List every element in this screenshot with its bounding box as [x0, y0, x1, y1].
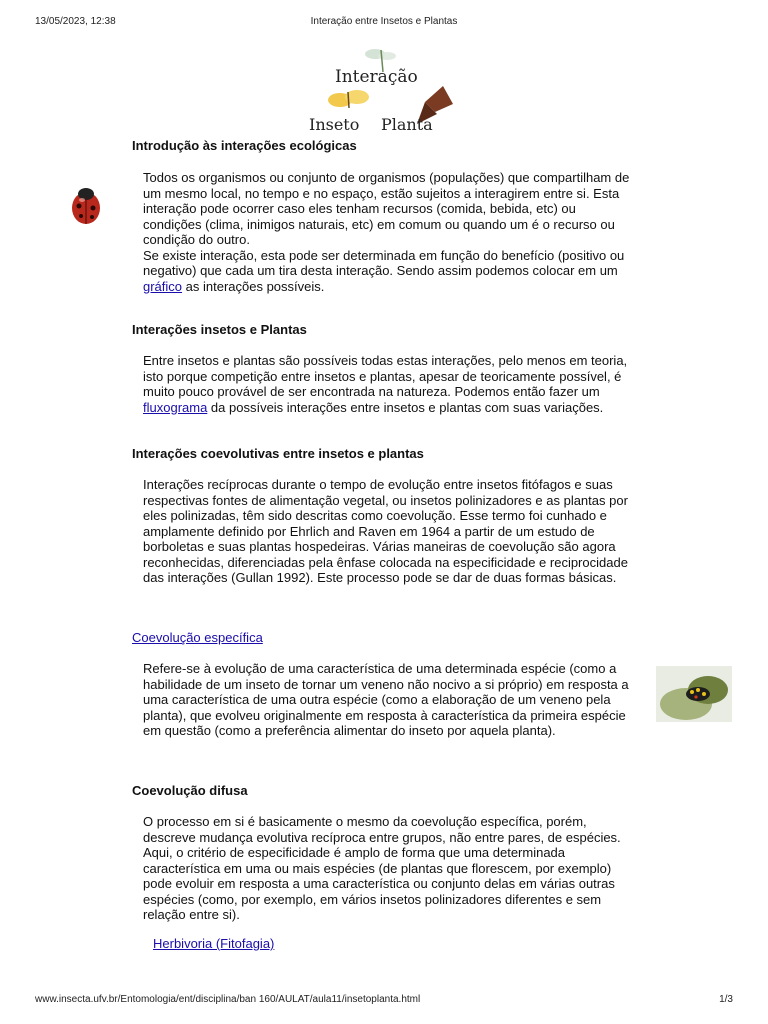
print-title: Interação entre Insetos e Plantas [310, 16, 458, 27]
heading-diffuse: Coevolução difusa [132, 783, 248, 798]
logo-word-planta: Planta [381, 115, 433, 134]
intro-text-2-before: Se existe interação, esta pode ser determinada em função do benefício (positivo ou negativo) que cada um tira desta interação. Sendo assim podemos colocar em um [143, 247, 625, 278]
specific-text: Refere-se à evolução de uma característica de uma determinada espécie (como a habilidade de um inseto de tornar um veneno não nocivo a si próprio) em resposta a uma característica de uma outra espécie (como a elaboração de um veneno pela planta), que evolveu originalmente em resposta à característica da primeira espécie em questão (como a preferência alimentar do inseto por aquela planta). [143, 661, 629, 738]
diffuse-text: O processo em si é basicamente o mesmo da coevolução específica, porém, descreve mudança evolutiva recíproca entre grupos, não entre pares, de espécies. Aqui, o critério de especificidade é amplo de forma que uma determinada característica em uma ou mais espécies (de plantas que florescem, por exemplo) pode evoluir em resposta a uma característica ou conjunto delas em várias outras espécies (como, por exemplo, em vários insetos polinizadores diferentes e sem relação entre si). [143, 814, 621, 922]
intro-text-2 [143, 248, 633, 295]
logo-word-interacao: Interação [335, 67, 418, 87]
ladybug-image [68, 186, 104, 226]
paragraph-diffuse [143, 814, 633, 923]
grafico-link[interactable]: gráfico [143, 278, 183, 294]
insect-plants-text-before: Entre insetos e plantas são possíveis todas estas interações, pelo menos em teoria, isto porque competição entre insetos e plantas, apesar de teoricamente possível, é muito pouco provável de ser encontrada na natureza. Podemos então fazer um [143, 353, 628, 399]
paragraph-insect-plants [143, 353, 633, 415]
interacao-inseto-planta-logo [305, 42, 465, 138]
logo-word-inseto: Inseto [309, 115, 360, 134]
herbivoria-link[interactable]: Herbivoria (Fitofagia) [153, 936, 275, 951]
paragraph-coevolutive [143, 477, 633, 586]
intro-text-2-after: as interações possíveis. [182, 278, 325, 294]
yellow-butterfly-icon [328, 90, 369, 108]
page-number: 1/3 [719, 994, 733, 1005]
heading-intro: Introdução às interações ecológicas [132, 138, 357, 153]
intro-text: Todos os organismos ou conjunto de organismos (populações) que compartilham de um mesmo local, no tempo e no espaço, estão sujeitos a interagirem entre si. Esta interação pode ocorrer caso eles tenham recursos (comida, bebida, etc) ou condições (clima, inimigos naturais, etc) em comum ou quando um é o recurso ou condição do outro. [143, 170, 630, 247]
print-datetime: 13/05/2023, 12:38 [35, 16, 116, 27]
paragraph-specific [143, 661, 633, 739]
heading-insect-plants: Interações insetos e Plantas [132, 322, 307, 337]
paragraph-intro [143, 170, 633, 294]
insect-plants-text-after: da possíveis interações entre insetos e plantas com suas variações. [207, 399, 604, 415]
coevolutive-text: Interações recíprocas durante o tempo de evolução entre insetos fitófagos e suas respectivas fontes de alimentação vegetal, ou insetos polinizadores e as plantas por eles polinizadas, têm sido descritas como coevolução. Esse termo foi cunhado e amplamente definido por Ehrlich and Raven em 1964 a partir de um estudo de borboletas e suas plantas hospedeiras. Várias maneiras de coevolução são agora reconhecidas, diferenciadas pela ênfase colocada na especificidade e reciprocidade das interações (Gullan 1992). Este processo pode se dar de duas formas básicas. [143, 477, 628, 585]
fluxograma-link[interactable]: fluxograma [143, 399, 208, 415]
specific-coevolution-link[interactable]: Coevolução específica [132, 630, 263, 645]
insect-on-leaf-image [656, 666, 732, 722]
page-url: www.insecta.ufv.br/Entomologia/ent/disciplina/ban 160/AULAT/aula11/insetoplanta.html [35, 994, 421, 1005]
heading-coevolutive: Interações coevolutivas entre insetos e plantas [132, 446, 424, 461]
